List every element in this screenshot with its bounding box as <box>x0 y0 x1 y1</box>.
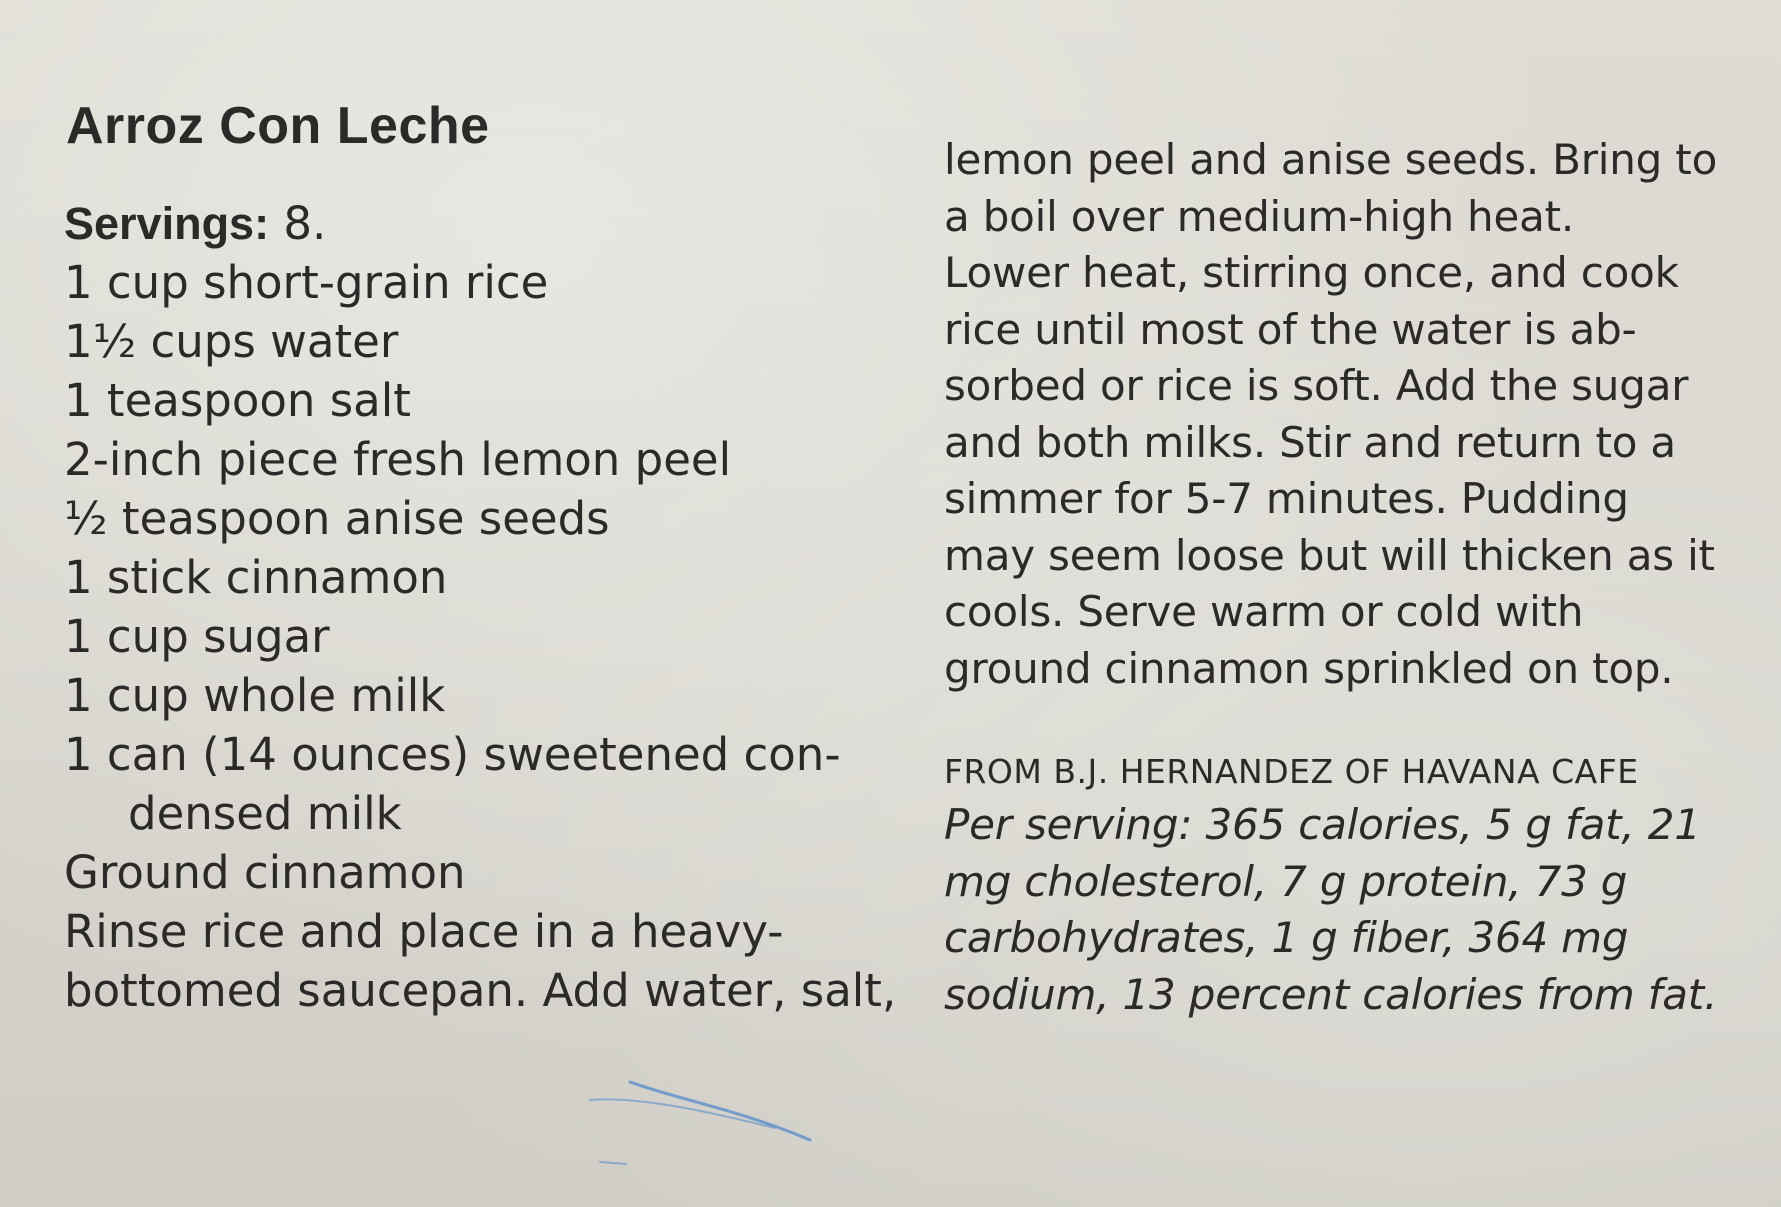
direction-line: rice until most of the water is ab- <box>944 304 1637 354</box>
ingredient-item-continued: densed milk <box>128 787 402 840</box>
ingredient-item: 1½ cups water <box>64 315 399 368</box>
direction-line: cools. Serve warm or cold with <box>944 587 1584 636</box>
ingredient-item: 1 cup whole milk <box>64 669 446 722</box>
pen-stroke <box>630 1082 810 1140</box>
spacer <box>944 697 1744 747</box>
ingredient-item: ½ teaspoon anise seeds <box>64 492 610 545</box>
nutrition-line: mg cholesterol, 7 g protein, 73 g <box>944 856 1628 906</box>
ingredient-item: 1 stick cinnamon <box>64 551 448 604</box>
nutrition-info <box>944 797 1744 1023</box>
right-column <box>944 132 1744 1023</box>
pen-stroke <box>600 1162 626 1164</box>
recipe-title: Arroz Con Leche <box>66 97 490 155</box>
directions-continued <box>944 132 1744 697</box>
pen-mark <box>560 1060 840 1180</box>
ingredient-item: 1 cup short-grain rice <box>64 256 549 309</box>
direction-line: simmer for 5-7 minutes. Pudding <box>944 474 1629 523</box>
direction-line: Lower heat, stirring once, and cook <box>944 248 1679 297</box>
servings-value: 8. <box>269 197 327 250</box>
recipe-source: FROM B.J. HERNANDEZ OF HAVANA CAFE <box>944 752 1639 791</box>
servings-label: Servings: <box>64 198 270 249</box>
direction-line: sorbed or rice is soft. Add the sugar <box>944 361 1689 410</box>
nutrition-line: carbohydrates, 1 g fiber, 364 mg <box>944 913 1629 962</box>
directions-start <box>64 902 904 1020</box>
nutrition-line: Per serving: 365 calories, 5 g fat, 21 <box>944 800 1701 849</box>
pen-stroke <box>590 1099 775 1128</box>
servings-line <box>64 194 904 253</box>
direction-line: bottomed saucepan. Add water, salt, <box>64 964 897 1017</box>
direction-line: a boil over medium-high heat. <box>944 191 1575 241</box>
direction-line: Rinse rice and place in a heavy- <box>64 905 784 958</box>
direction-line: ground cinnamon sprinkled on top. <box>944 643 1674 693</box>
direction-line: lemon peel and anise seeds. Bring to <box>944 135 1718 184</box>
ingredient-list <box>64 253 904 902</box>
ingredient-item: 2-inch piece fresh lemon peel <box>64 433 732 486</box>
ingredient-item: 1 can (14 ounces) sweetened con- <box>64 728 841 781</box>
ingredient-item: Ground cinnamon <box>64 846 466 899</box>
ingredient-item: 1 cup sugar <box>64 610 330 663</box>
direction-line: and both milks. Stir and return to a <box>944 417 1676 467</box>
direction-line: may seem loose but will thicken as it <box>944 530 1715 580</box>
nutrition-line: sodium, 13 percent calories from fat. <box>944 969 1718 1019</box>
ingredient-item: 1 teaspoon salt <box>64 374 411 427</box>
left-column <box>64 96 904 1020</box>
